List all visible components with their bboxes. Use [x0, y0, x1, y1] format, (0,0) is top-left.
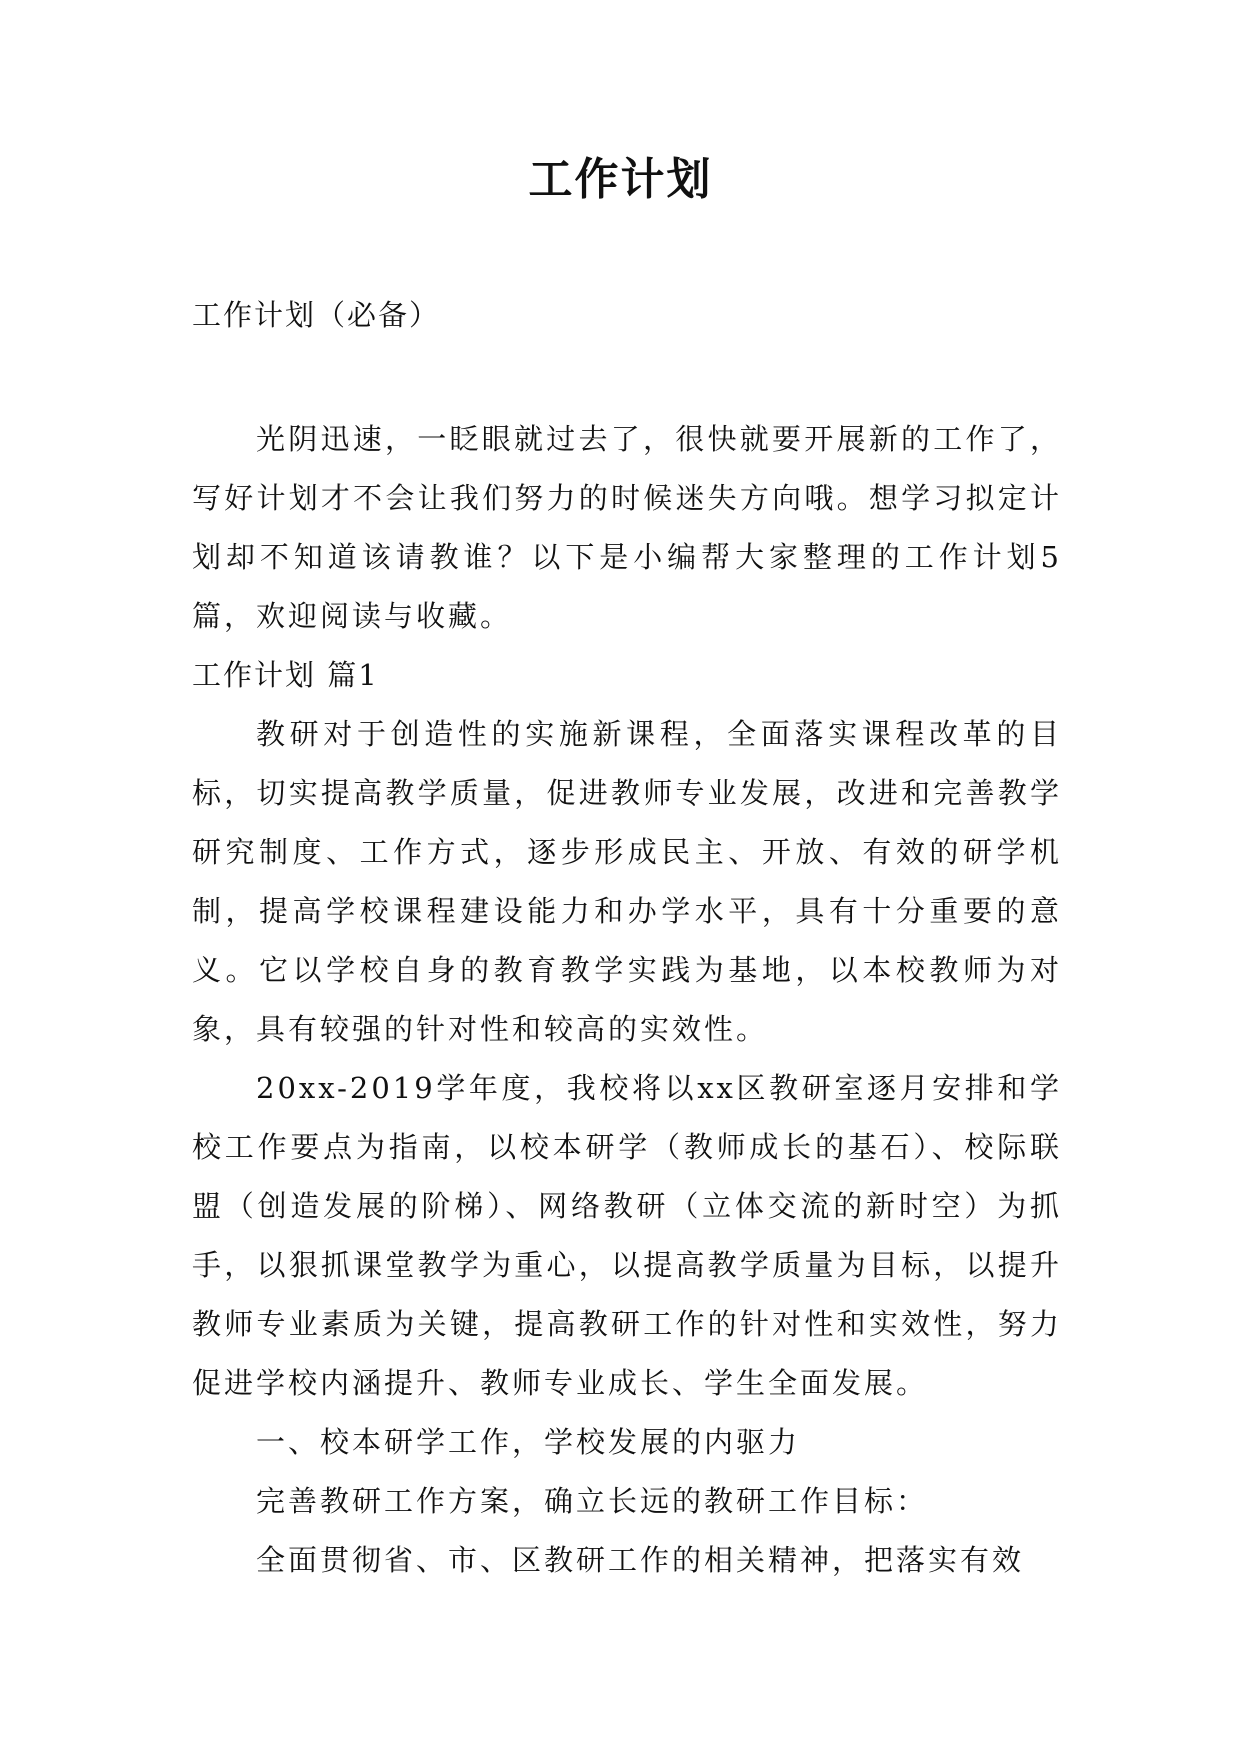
body-paragraph: 教研对于创造性的实施新课程，全面落实课程改革的目标，切实提高教学质量，促进教师专业发展，改进和完善教学研究制度、工作方式，逐步形成民主、开放、有效的研学机制，提高学校课程建设能力和办学水平，具有十分重要的意义。它以学校自身的教育教学实践为基地，以本校教师为对象，具有较强的针对性和较高的实效性。	[192, 717, 1062, 1046]
document-title: 工作计划	[528, 154, 713, 205]
document-subtitle: 工作计划（必备）	[192, 298, 441, 332]
section-heading: 工作计划 篇1	[192, 658, 379, 692]
body-paragraph: 一、校本研学工作，学校发展的内驱力	[256, 1425, 801, 1459]
body-paragraph: 完善教研工作方案，确立长远的教研工作目标：	[256, 1484, 929, 1518]
body-paragraph: 20xx-2019学年度，我校将以xx区教研室逐月安排和学校工作要点为指南，以校本研学（教师成长的基石）、校际联盟（创造发展的阶梯）、网络教研（立体交流的新时空）为抓手，以狠抓课堂教学为重心，以提高教学质量为目标，以提升教师专业素质为关键，提高教研工作的针对性和实效性，努力促进学校内涵提升、教师专业成长、学生全面发展。	[192, 1071, 1062, 1400]
document-body	[192, 410, 1062, 1590]
intro-paragraph: 光阴迅速，一眨眼就过去了，很快就要开展新的工作了，写好计划才不会让我们努力的时候迷失方向哦。想学习拟定计划却不知道该请教谁？以下是小编帮大家整理的工作计划5篇，欢迎阅读与收藏。	[192, 422, 1062, 633]
body-paragraph: 全面贯彻省、市、区教研工作的相关精神，把落实有效	[256, 1543, 1025, 1577]
